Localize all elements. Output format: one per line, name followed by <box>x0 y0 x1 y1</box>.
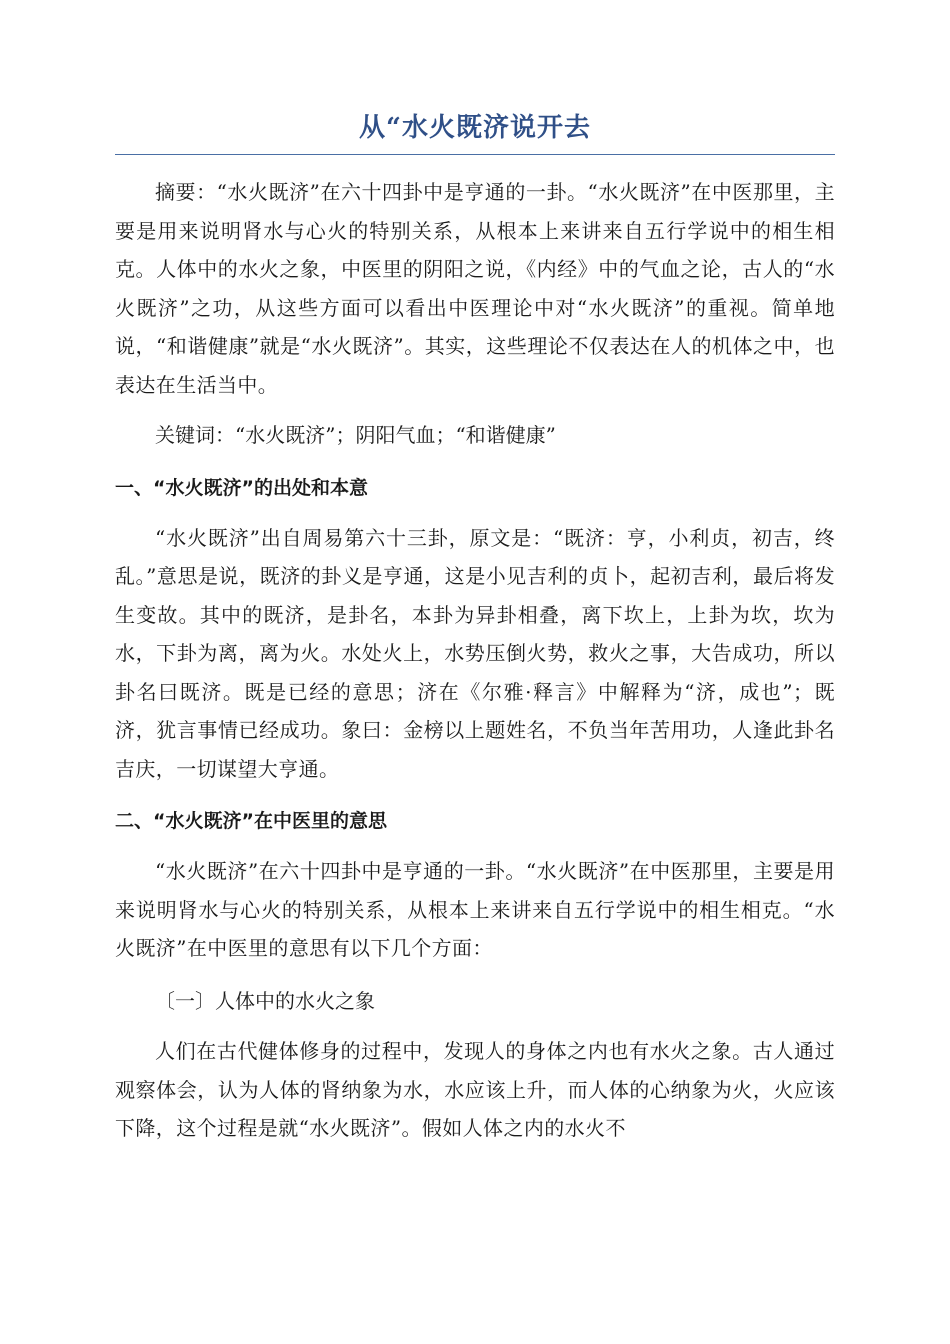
abstract-paragraph: 摘要：“水火既济”在六十四卦中是亨通的一卦。“水火既济”在中医那里，主要是用来说明肾水与心火的特别关系，从根本上来讲来自五行学说中的相生相克。人体中的水火之象，中医里的阴阳之说，《内经》中的气血之论，古人的“水火既济”之功，从这些方面可以看出中医理论中对“水火既济”的重视。简单地说，“和谐健康”就是“水火既济”。其实，这些理论不仅表达在人的机体之中，也表达在生活当中。 <box>115 180 835 397</box>
section-1-paragraph: “水火既济”出自周易第六十三卦，原文是：“既济：亨，小利贞，初吉，终乱。”意思是说，既济的卦义是亨通，这是小见吉利的贞卜，起初吉利，最后将发生变故。其中的既济，是卦名，本卦为异卦相叠，离下坎上，上卦为坎，坎为水，下卦为离，离为火。水处火上，水势压倒火势，救火之事，大告成功，所以卦名曰既济。既是已经的意思；济在《尔雅·释言》中解释为“济，成也”；既济，犹言事情已经成功。象曰：金榜以上题姓名，不负当年苦用功，人逢此卦名吉庆，一切谋望大亨通。 <box>115 525 835 781</box>
section-heading-1: 一、“水火既济”的出处和本意 <box>115 476 368 499</box>
keywords-line: 关键词：“水火既济”；阴阳气血；“和谐健康” <box>155 423 556 447</box>
document-title: 从“水火既济说开去 <box>115 108 835 155</box>
subsection-1-paragraph: 人们在古代健体修身的过程中，发现人的身体之内也有水火之象。古人通过观察体会，认为人体的肾纳象为水，水应该上升，而人体的心纳象为火，火应该下降，这个过程是就“水火既济”。假如人体之内的水火不 <box>115 1039 835 1140</box>
document-page <box>115 108 835 1148</box>
subsection-heading-1: 〔一〕人体中的水火之象 <box>155 988 375 1013</box>
section-heading-2: 二、“水火既济”在中医里的意思 <box>115 810 387 832</box>
section-2-paragraph: “水火既济”在六十四卦中是亨通的一卦。“水火既济”在中医那里，主要是用来说明肾水与心火的特别关系，从根本上来讲来自五行学说中的相生相克。“水火既济”在中医里的意思有以下几个方面： <box>115 859 835 960</box>
